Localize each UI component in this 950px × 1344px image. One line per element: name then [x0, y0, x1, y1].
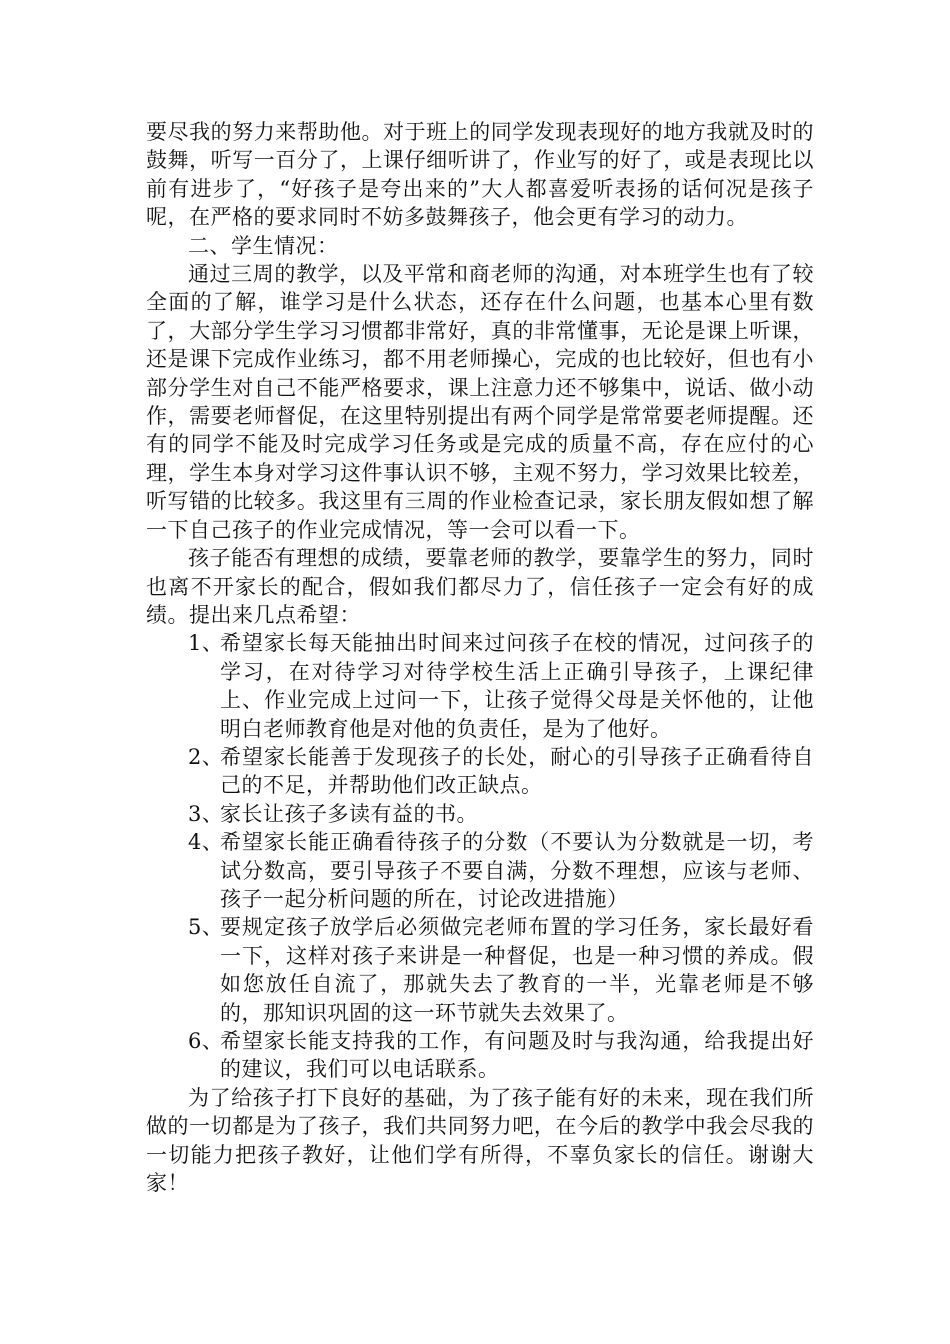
paragraph-student-situation: 通过三周的教学，以及平常和商老师的沟通，对本班学生也有了较全面的了解，谁学习是什么状态，还存在什么问题，也基本心里有数了，大部分学生学习习惯都非常好，真的非常懂事，无论是课上听课，还是课下完成作业练习，都不用老师操心，完成的也比较好，但也有小部分学生对自己不能严格要求，课上注意力还不够集中，说话、做小动作，需要老师督促，在这里特别提出有两个同学是常常要老师提醒。还有的同学不能及时完成学习任务或是完成的质量不高，存在应付的心理，学生本身对学习这件事认识不够，主观不努力，学习效果比较差，听写错的比较多。我这里有三周的作业检查记录，家长朋友假如想了解一下自己孩子的作业完成情况，等一会可以看一下。 [146, 262, 814, 542]
list-item-number: 5、 [188, 915, 224, 940]
document-body [146, 118, 814, 1197]
list-item-number: 4、 [188, 830, 224, 855]
list-item-text: 希望家长能正确看待孩子的分数（不要认为分数就是一切，考试分数高，要引导孩子不要自满，分数不理想，应该与老师、孩子一起分析问题的所在，讨论改进措施） [220, 830, 814, 911]
list-item-text: 家长让孩子多读有益的书。 [220, 801, 478, 826]
list-item [146, 828, 814, 913]
list-item-text: 希望家长每天能抽出时间来过问孩子在校的情况，过问孩子的学习，在对待学习对待学校生活上正确引导孩子，上课纪律上、作业完成上过问一下，让孩子觉得父母是关怀他的，让他明白老师教育他是对他的负责任，是为了他好。 [220, 631, 814, 741]
paragraph-continuation: 要尽我的努力来帮助他。对于班上的同学发现表现好的地方我就及时的鼓舞，听写一百分了，上课仔细听讲了，作业写的好了，或是表现比以前有进步了，“好孩子是夸出来的”大人都喜爱听表扬的话何况是孩子呢，在严格的要求同时不妨多鼓舞孩子，他会更有学习的动力。 [146, 120, 814, 230]
list-item [146, 800, 814, 828]
hopes-list [146, 629, 814, 1084]
list-item-text: 要规定孩子放学后必须做完老师布置的学习任务，家长最好看一下，这样对孩子来讲是一种督促，也是一种习惯的养成。假如您放任自流了，那就失去了教育的一半，光靠老师是不够的，那知识巩固的这一环节就失去效果了。 [220, 915, 814, 1025]
list-item-text: 希望家长能善于发现孩子的长处，耐心的引导孩子正确看待自己的不足，并帮助他们改正缺点。 [220, 744, 814, 798]
list-item-number: 2、 [188, 744, 224, 769]
list-item-number: 6、 [188, 1029, 224, 1053]
list-item-text: 希望家长能支持我的工作，有问题及时与我沟通，给我提出好的建议，我们可以电话联系。 [220, 1029, 814, 1082]
list-item-number: 1、 [188, 631, 224, 656]
list-item [146, 629, 814, 743]
list-item [146, 913, 814, 1027]
paragraph-expectations-intro: 孩子能否有理想的成绩，要靠老师的教学，要靠学生的努力，同时也离不开家长的配合，假如我们都尽力了，信任孩子一定会有好的成绩。提出来几点希望： [146, 546, 814, 627]
list-item [146, 743, 814, 800]
paragraph-closing: 为了给孩子打下良好的基础，为了孩子能有好的未来，现在我们所做的一切都是为了孩子，我们共同努力吧，在今后的教学中我会尽我的一切能力把孩子教好，让他们学有所得，不辜负家长的信任。谢谢大家！ [146, 1085, 814, 1196]
section-heading-student-situation: 二、学生情况： [188, 233, 339, 258]
list-item [146, 1027, 814, 1084]
list-item-number: 3、 [188, 801, 224, 826]
